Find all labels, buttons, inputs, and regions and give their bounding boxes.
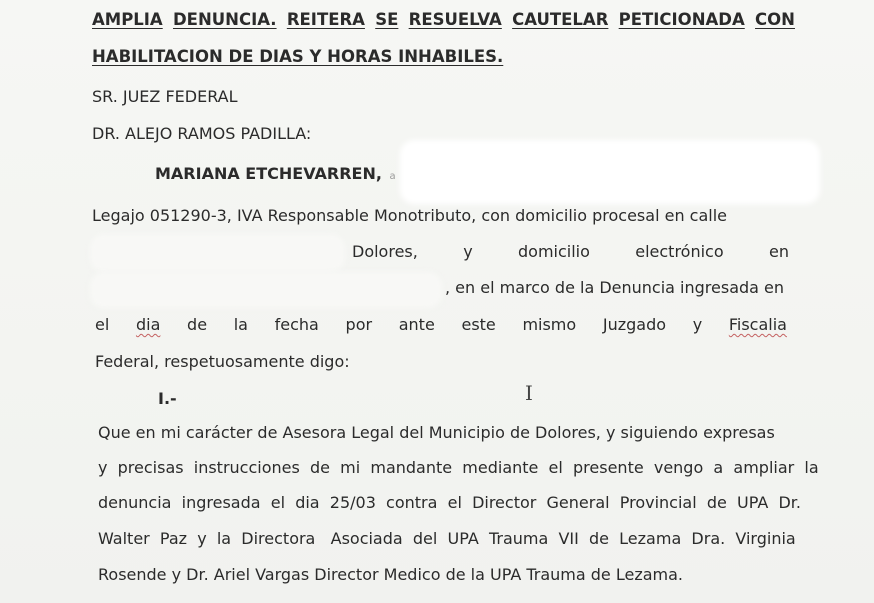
body-legajo: Legajo 051290-3, IVA Responsable Monotributo, con domicilio procesal en calle: [92, 206, 728, 225]
body-word: y: [463, 242, 473, 261]
body-word: ante: [398, 315, 435, 334]
section-number: I.-: [158, 389, 177, 408]
paragraph-line-5: Rosende y Dr. Ariel Vargas Director Medico de la UPA Trauma de Lezama.: [98, 565, 684, 584]
paragraph-line-2: y precisas instrucciones de mi mandante mediante el presente vengo a ampliar la: [98, 458, 819, 477]
heading-word: CAUTELAR: [512, 10, 609, 29]
body-word: y: [692, 315, 703, 334]
body-marco: , en el marco de la Denuncia ingresada en: [445, 278, 785, 297]
heading-line-1: [92, 10, 795, 29]
body-word: electrónico: [635, 242, 724, 261]
paragraph-line-3: denuncia ingresada el dia 25/03 contra el Director General Provincial de UPA Dr.: [98, 493, 801, 512]
body-fecha-line: [95, 315, 787, 334]
body-word: fecha: [274, 315, 319, 334]
body-word: este: [461, 315, 496, 334]
address-name: DR. ALEJO RAMOS PADILLA:: [92, 124, 312, 143]
body-word: Juzgado: [602, 315, 667, 334]
body-federal: Federal, respetuosamente digo:: [95, 352, 350, 371]
heading-word: REITERA: [286, 10, 365, 29]
paragraph-line-4: Walter Paz y la Directora Asociada del UPA Trauma VII de Lezama Dra. Virginia: [98, 529, 796, 548]
party-mark: a: [389, 171, 396, 182]
body-word: de: [187, 315, 208, 334]
heading-word: CON: [755, 10, 795, 29]
body-word: la: [233, 315, 248, 334]
party-name: MARIANA ETCHEVARREN,: [155, 164, 382, 183]
body-word: mismo: [522, 315, 577, 334]
body-word: por: [345, 315, 373, 334]
heading-word: DENUNCIA.: [172, 10, 277, 29]
body-word: Fiscalia: [728, 315, 787, 334]
paragraph-line-1: Que en mi carácter de Asesora Legal del Municipio de Dolores, y siguiendo expresas: [98, 423, 775, 442]
body-word: dia: [135, 315, 161, 334]
heading-line-2: HABILITACION DE DIAS Y HORAS INHABILES.: [92, 47, 504, 66]
heading-word: SE: [375, 10, 399, 29]
redaction-blur-3: [90, 272, 442, 308]
redaction-blur-1: [400, 140, 820, 204]
redaction-blur-2: [90, 234, 345, 272]
body-word: en: [768, 242, 789, 261]
body-word: domicilio: [518, 242, 590, 261]
address-judge: SR. JUEZ FEDERAL: [92, 87, 238, 106]
party-name-line: [155, 164, 396, 183]
body-word: el: [95, 315, 110, 334]
heading-word: PETICIONADA: [618, 10, 745, 29]
heading-word: AMPLIA: [92, 10, 163, 29]
text-cursor-icon: I: [525, 381, 533, 405]
body-dolores-line: [352, 242, 789, 261]
body-word: Dolores,: [352, 242, 418, 261]
heading-word: RESUELVA: [408, 10, 502, 29]
